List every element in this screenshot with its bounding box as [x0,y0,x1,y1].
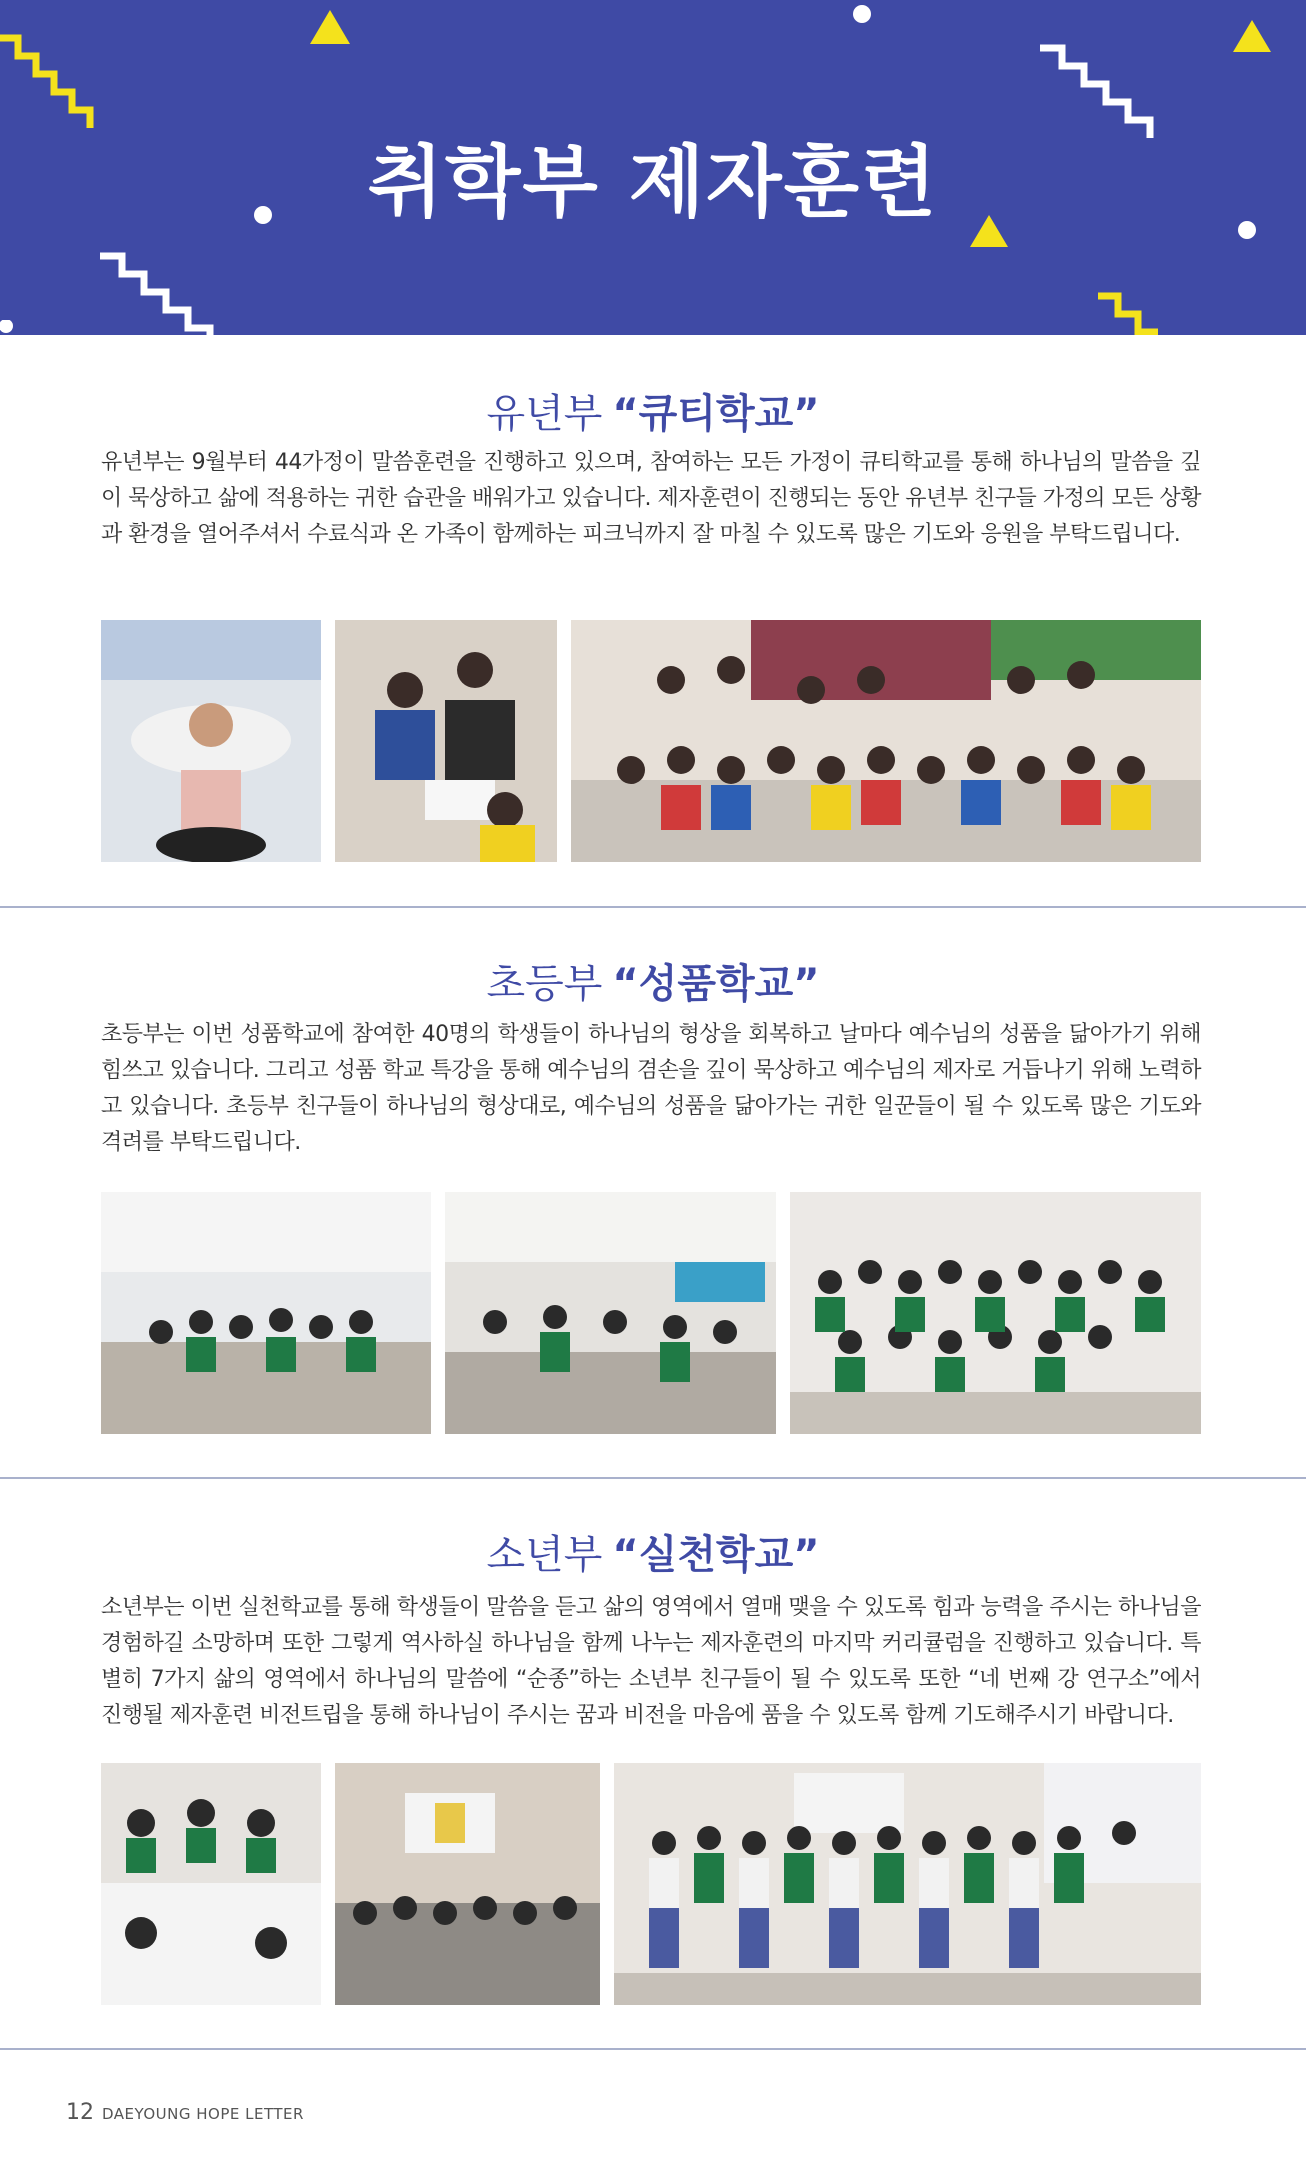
section-title-youth [0,1523,1306,1580]
triangle-decoration-icon [1233,20,1271,52]
zigzag-decoration-icon [1098,290,1178,335]
page-footer [66,2100,304,2125]
section-body: 소년부는 이번 실천학교를 통해 학생들이 말씀을 듣고 삶의 영역에서 열매 맺을 수 있도록 힘과 능력을 주시는 하나님을 경험하길 소망하며 또한 그렇게 역사하실 하나님을 함께 나누는 제자훈련의 마지막 커리큘럼을 진행하고 있습니다. 특별히 7가지 삶의 영역에서 하나님의 말씀에 “순종”하는 소년부 친구들이 될 수 있도록 또한 “네 번째 강 연구소”에서 진행될 제자훈련 비전트립을 통해 하나님이 주시는 꿈과 비전을 마음에 품을 수 있도록 함께 기도해주시기 바랍니다. [101,1595,1201,1728]
photo-classroom-tables [445,1192,776,1434]
section-school: “큐티학교” [612,391,820,437]
photo-kids-group [571,620,1201,862]
photo-youth-table [101,1763,321,2005]
dot-decoration-icon [852,4,872,24]
photo-youth-lecture [335,1763,600,2005]
zigzag-decoration-icon [0,30,100,130]
zigzag-decoration-icon [100,250,220,335]
photo-youth-group [614,1763,1201,2005]
section-school: “실천학교” [612,1532,820,1578]
section-body: 초등부는 이번 성품학교에 참여한 40명의 학생들이 하나님의 형상을 회복하고 날마다 예수님의 성품을 닮아가기 위해 힘쓰고 있습니다. 그리고 성품 학교 특강을 통해 예수님의 겸손을 깊이 묵상하고 예수님의 제자로 거듭나기 위해 노력하고 있습니다. 초등부 친구들이 하나님의 형상대로, 예수님의 성품을 닮아가는 귀한 일꾼들이 될 수 있도록 많은 기도와 격려를 부탁드립니다. [101,1022,1201,1155]
page-number: 12 [66,2100,94,2125]
section-grade: 유년부 [486,391,603,437]
section-title-kids [0,382,1306,439]
page-title: 취학부 제자훈련 [367,138,939,228]
section-grade: 초등부 [486,961,603,1007]
dot-decoration-icon [0,320,20,335]
section-title-elementary [0,952,1306,1009]
photo-kid-craft [101,620,321,862]
photo-elementary-group [790,1192,1201,1434]
title-banner [0,0,1306,335]
section-divider [0,1477,1306,1479]
publication-name: DAEYOUNG HOPE LETTER [102,2105,304,2123]
photo-kids-studying [335,620,557,862]
section-body: 유년부는 9월부터 44가정이 말씀훈련을 진행하고 있으며, 참여하는 모든 가정이 큐티학교를 통해 하나님의 말씀을 깊이 묵상하고 삶에 적용하는 귀한 습관을 배워가고 있습니다. 제자훈련이 진행되는 동안 유년부 친구들 가정의 모든 상황과 환경을 열어주셔서 수료식과 온 가족이 함께하는 피크닉까지 잘 마칠 수 있도록 많은 기도와 응원을 부탁드립니다. [101,450,1201,547]
photo-classroom [101,1192,431,1434]
section-divider [0,2048,1306,2050]
section-grade: 소년부 [486,1532,603,1578]
triangle-decoration-icon [310,10,350,44]
section-school: “성품학교” [612,961,820,1007]
section-divider [0,906,1306,908]
